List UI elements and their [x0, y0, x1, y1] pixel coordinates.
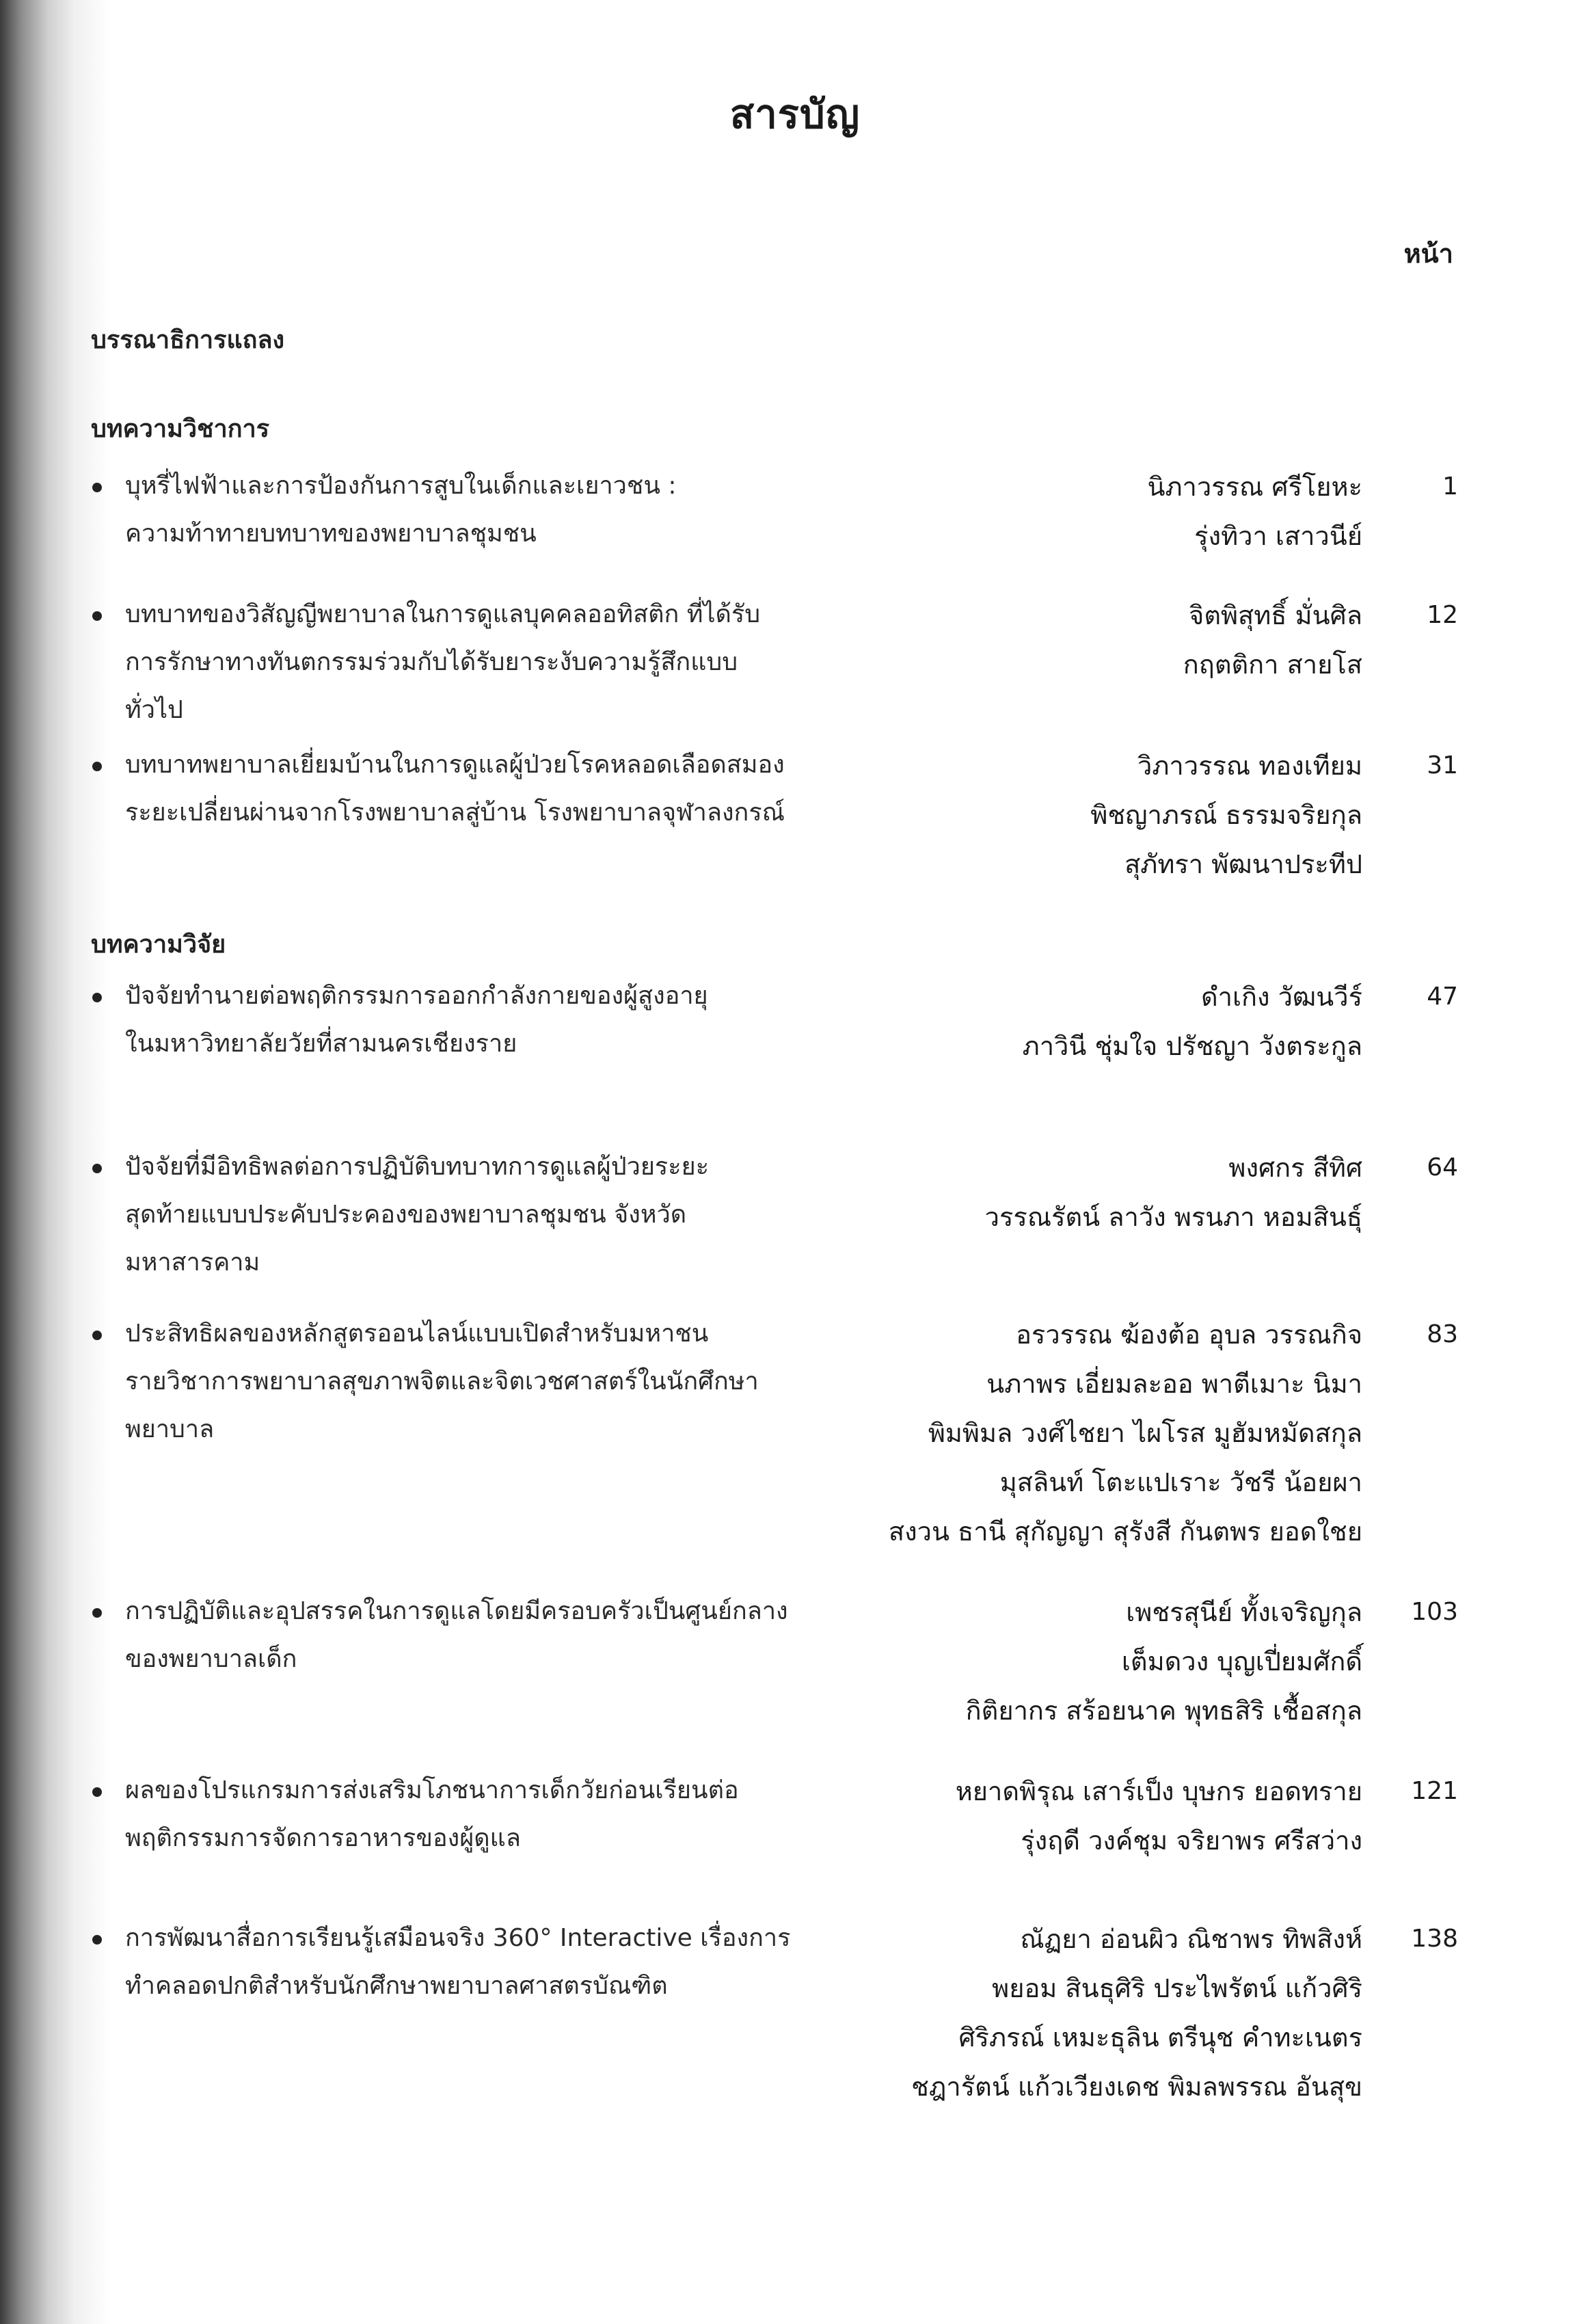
entry-page-number: 121	[1411, 1777, 1458, 1805]
bullet-icon	[92, 1935, 102, 1945]
entry-title: การปฏิบัติและอุปสรรคในการดูแลโดยมีครอบครัวเป็นศูนย์กลาง ของพยาบาลเด็ก	[125, 1597, 788, 1673]
entry-page-number: 31	[1427, 751, 1458, 779]
bullet-icon	[92, 1331, 102, 1340]
bullet-icon	[92, 762, 102, 771]
entry-page-number: 12	[1427, 601, 1458, 629]
editorial-heading: บรรณาธิการแถลง	[91, 326, 285, 354]
bullet-icon	[92, 993, 102, 1002]
entry-title: บทบาทพยาบาลเยี่ยมบ้านในการดูแลผู้ป่วยโรคหลอดเลือดสมอง ระยะเปลี่ยนผ่านจากโรงพยาบาลสู่บ้าน โรงพยาบาลจุฬาลงกรณ์	[125, 751, 785, 827]
entry-page-number: 1	[1442, 472, 1458, 500]
bullet-icon	[92, 1608, 102, 1618]
entry-page-number: 138	[1411, 1925, 1458, 1953]
entry-authors: ดำเกิง วัฒนวีร์ ภาวินี ชุ่มใจ ปรัชญา วังตระกูล	[1022, 982, 1362, 1061]
section-heading-research: บทความวิจัย	[91, 931, 226, 959]
entry-authors: จิตพิสุทธิ์ มั่นศิล กฤตติกา สายโส	[1183, 600, 1362, 680]
entry-authors: อรวรรณ ฆ้องต้อ อุบล วรรณกิจ นภาพร เอี่ยมละออ พาตีเมาะ นิมา พิมพิมล วงศ์ไชยา ไผโรส มูฮัมหมัดสกุล มุสลินท์ โตะแปเราะ วัชรี น้อยผา สงวน ธานี สุกัญญา สุรังสี กันตพร ยอดใชย	[888, 1320, 1362, 1547]
entry-page-number: 103	[1411, 1598, 1458, 1626]
entry-authors: นิภาวรรณ ศรีโยหะ รุ่งทิวา เสาวนีย์	[1147, 472, 1362, 551]
bullet-icon	[92, 483, 102, 492]
entry-page-number: 83	[1427, 1320, 1458, 1348]
entry-page-number: 47	[1427, 983, 1458, 1011]
section-heading-academic: บทความวิชาการ	[91, 415, 270, 443]
entry-title: ประสิทธิผลของหลักสูตรออนไลน์แบบเปิดสำหรับมหาชน รายวิชาการพยาบาลสุขภาพจิตและจิตเวชศาสตร์ในนักศึกษา พยาบาล	[125, 1320, 759, 1443]
bullet-icon	[92, 1787, 102, 1797]
bullet-icon	[92, 1164, 102, 1173]
entry-authors: เพชรสุนีย์ ทั้งเจริญกุล เต็มดวง บุญเปี่ยมศักดิ์ กิติยากร สร้อยนาค พุทธสิริ เชื้อสกุล	[965, 1597, 1362, 1726]
entry-title: บทบาทของวิสัญญีพยาบาลในการดูแลบุคคลออทิสติก ที่ได้รับ การรักษาทางทันตกรรมร่วมกับได้รับยาระงับความรู้สึกแบบ ทั่วไป	[125, 600, 761, 724]
entry-authors: วิภาวรรณ ทองเทียม พิชญาภรณ์ ธรรมจริยกุล สุภัทรา พัฒนาประทีป	[1090, 751, 1362, 879]
page-column-header: หน้า	[1403, 239, 1453, 269]
entry-page-number: 64	[1427, 1153, 1458, 1181]
entry-title: ปัจจัยทำนายต่อพฤติกรรมการออกกำลังกายของผู้สูงอายุ ในมหาวิทยาลัยวัยที่สามนครเชียงราย	[125, 982, 708, 1058]
entry-title: ปัจจัยที่มีอิทธิพลต่อการปฏิบัติบทบาทการดูแลผู้ป่วยระยะ สุดท้ายแบบประคับประคองของพยาบาลชุมชน จังหวัด มหาสารคาม	[125, 1153, 710, 1277]
bullet-icon	[92, 611, 102, 621]
entry-title: บุหรี่ไฟฟ้าและการป้องกันการสูบในเด็กและเยาวชน : ความท้าทายบทบาทของพยาบาลชุมชน	[125, 472, 677, 548]
entry-title: ผลของโปรแกรมการส่งเสริมโภชนาการเด็กวัยก่อนเรียนต่อ พฤติกรรมการจัดการอาหารของผู้ดูแล	[125, 1776, 739, 1852]
page-title: สารบัญ	[729, 91, 861, 137]
entry-authors: หยาดพิรุณ เสาร์เป็ง บุษกร ยอดทราย รุ่งฤดี วงค์ชุม จริยาพร ศรีสว่าง	[955, 1776, 1362, 1856]
entry-authors: พงศกร สีทิศ วรรณรัตน์ ลาวัง พรนภา หอมสินธุ์	[984, 1153, 1362, 1232]
entry-authors: ณัฏยา อ่อนผิว ณิชาพร ทิพสิงห์ พยอม สินธุศิริ ประไพรัตน์ แก้วศิริ ศิริภรณ์ เหมะธุลิน ตรีนุช คำทะเนตร ชฎารัตน์ แก้วเวียงเดช พิมลพรรณ อันสุข	[911, 1924, 1362, 2102]
entry-title: การพัฒนาสื่อการเรียนรู้เสมือนจริง 360° Interactive เรื่องการ ทำคลอดปกติสำหรับนักศึกษาพยาบาลศาสตรบัณฑิต	[125, 1924, 791, 2000]
